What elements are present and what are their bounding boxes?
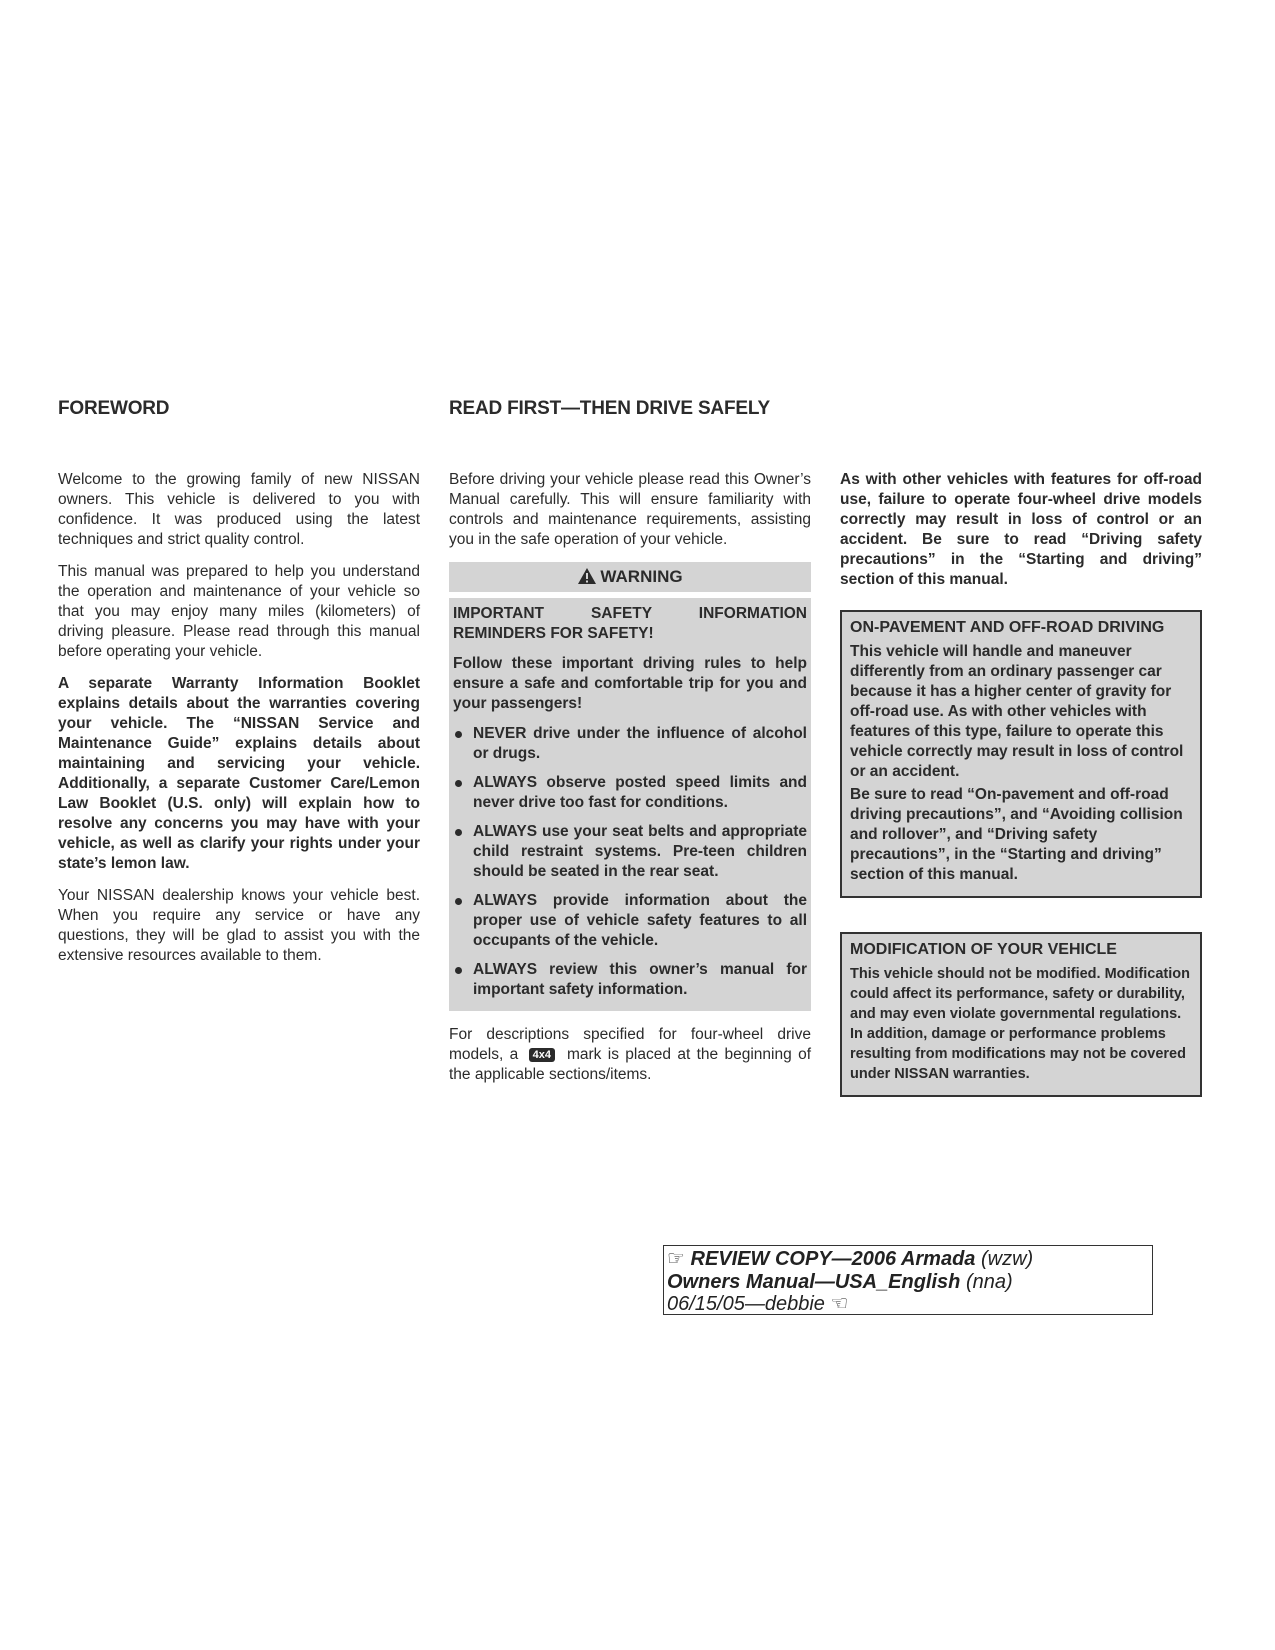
- warning-list-item: ALWAYS provide information about the proper use of vehicle safety features to all occupants of the vehicle.: [453, 891, 807, 951]
- warning-triangle-icon: [577, 567, 597, 585]
- warning-list: [453, 724, 807, 1000]
- offroad-caution-paragraph: As with other vehicles with features for off-road use, failure to operate four-wheel drive models correctly may result in loss of control or an accident. Be sure to read “Driving safety precautions” in the “Starting and driving” section of this manual.: [840, 471, 1202, 588]
- review-line-2: Owners Manual—USA_English (nna): [667, 1270, 1013, 1293]
- on-pavement-box-title: ON-PAVEMENT AND OFF-ROAD DRIVING: [850, 619, 1165, 636]
- bullet-icon: [455, 967, 462, 974]
- on-pavement-box-paragraph-2: Be sure to read “On-pavement and off-road driving precautions”, and “Avoiding collision and rollover”, and “Driving safety precautions”, in the “Starting and driving” section of this manual.: [850, 786, 1183, 883]
- read-first-intro: Before driving your vehicle please read this Owner’s Manual carefully. This will ensure familiarity with controls and maintenance requirements, assisting you in the safe operation of your vehicle.: [449, 471, 811, 548]
- review-line-1: ☞ REVIEW COPY—2006 Armada (wzw): [667, 1248, 1034, 1270]
- on-pavement-box-paragraph-1: This vehicle will handle and maneuver differently from an ordinary passenger car because it has a higher center of gravity for off-road use. As with other vehicles with features of this type, failure to operate this vehicle correctly may result in loss of control or an accident.: [850, 643, 1184, 780]
- right-column: [840, 470, 1202, 1131]
- review-line-3: 06/15/05—debbie ☜: [667, 1293, 849, 1315]
- foreword-dealership-paragraph: Your NISSAN dealership knows your vehicle best. When you require any service or have any questions, they will be glad to assist you with the extensive resources available to them.: [58, 887, 420, 964]
- on-pavement-off-road-box: [840, 610, 1202, 898]
- read-first-column: [449, 470, 811, 1097]
- warning-lead: Follow these important driving rules to help ensure a safe and comfortable trip for you and your passengers!: [453, 655, 807, 712]
- warning-list-item: ALWAYS observe posted speed limits and never drive too fast for conditions.: [453, 773, 807, 813]
- four-wheel-drive-note: For descriptions specified for four-wheel drive models, a 4x4 mark is placed at the beginning of the applicable sections/items.: [449, 1026, 812, 1083]
- foreword-warranty-paragraph: A separate Warranty Information Booklet explains details about the warranties covering your vehicle. The “NISSAN Service and Maintenance Guide” explains details about maintaining and servicing your vehicle. Additionally, a separate Customer Care/Lemon Law Booklet (U.S. only) will explain how to resolve any concerns you may have with your vehicle, as well as clarify your rights under your state’s lemon law.: [58, 675, 420, 872]
- warning-title-bar: [449, 562, 811, 592]
- warning-list-item: ALWAYS use your seat belts and appropriate child restraint systems. Pre-teen children should be seated in the rear seat.: [453, 822, 807, 882]
- modification-box: [840, 932, 1202, 1097]
- read-first-heading: READ FIRST—THEN DRIVE SAFELY: [449, 398, 770, 419]
- modification-box-paragraph: This vehicle should not be modified. Modification could affect its performance, safety or durability, and may even violate governmental regulations. In addition, damage or performance problems resulting from modifications may not be covered under NISSAN warranties.: [850, 966, 1190, 1082]
- modification-box-title: MODIFICATION OF YOUR VEHICLE: [850, 941, 1117, 958]
- review-copy-stamp: [663, 1245, 1153, 1315]
- warning-title: WARNING: [600, 567, 683, 586]
- four-by-four-mark-icon: 4x4: [529, 1048, 555, 1062]
- pointing-hand-right-icon: ☞: [667, 1248, 685, 1270]
- bullet-icon: [455, 780, 462, 787]
- bullet-icon: [455, 731, 462, 738]
- warning-list-item: NEVER drive under the influence of alcohol or drugs.: [453, 724, 807, 764]
- foreword-paragraph-2: This manual was prepared to help you understand the operation and maintenance of your vehicle so that you may enjoy many miles (kilometers) of driving pleasure. Please read through this manual before operating your vehicle.: [58, 563, 420, 660]
- bullet-icon: [455, 829, 462, 836]
- foreword-heading: FOREWORD: [58, 398, 170, 419]
- warning-list-item: ALWAYS review this owner’s manual for important safety information.: [453, 960, 807, 1000]
- warning-subtitle: IMPORTANT SAFETY INFORMATION REMINDERS FOR SAFETY!: [453, 605, 807, 642]
- bullet-icon: [455, 898, 462, 905]
- foreword-paragraph-1: Welcome to the growing family of new NISSAN owners. This vehicle is delivered to you with confidence. It was produced using the latest techniques and strict quality control.: [58, 471, 420, 548]
- pointing-hand-left-icon: ☜: [830, 1293, 849, 1315]
- warning-body: [449, 598, 811, 1011]
- foreword-column: [58, 470, 420, 978]
